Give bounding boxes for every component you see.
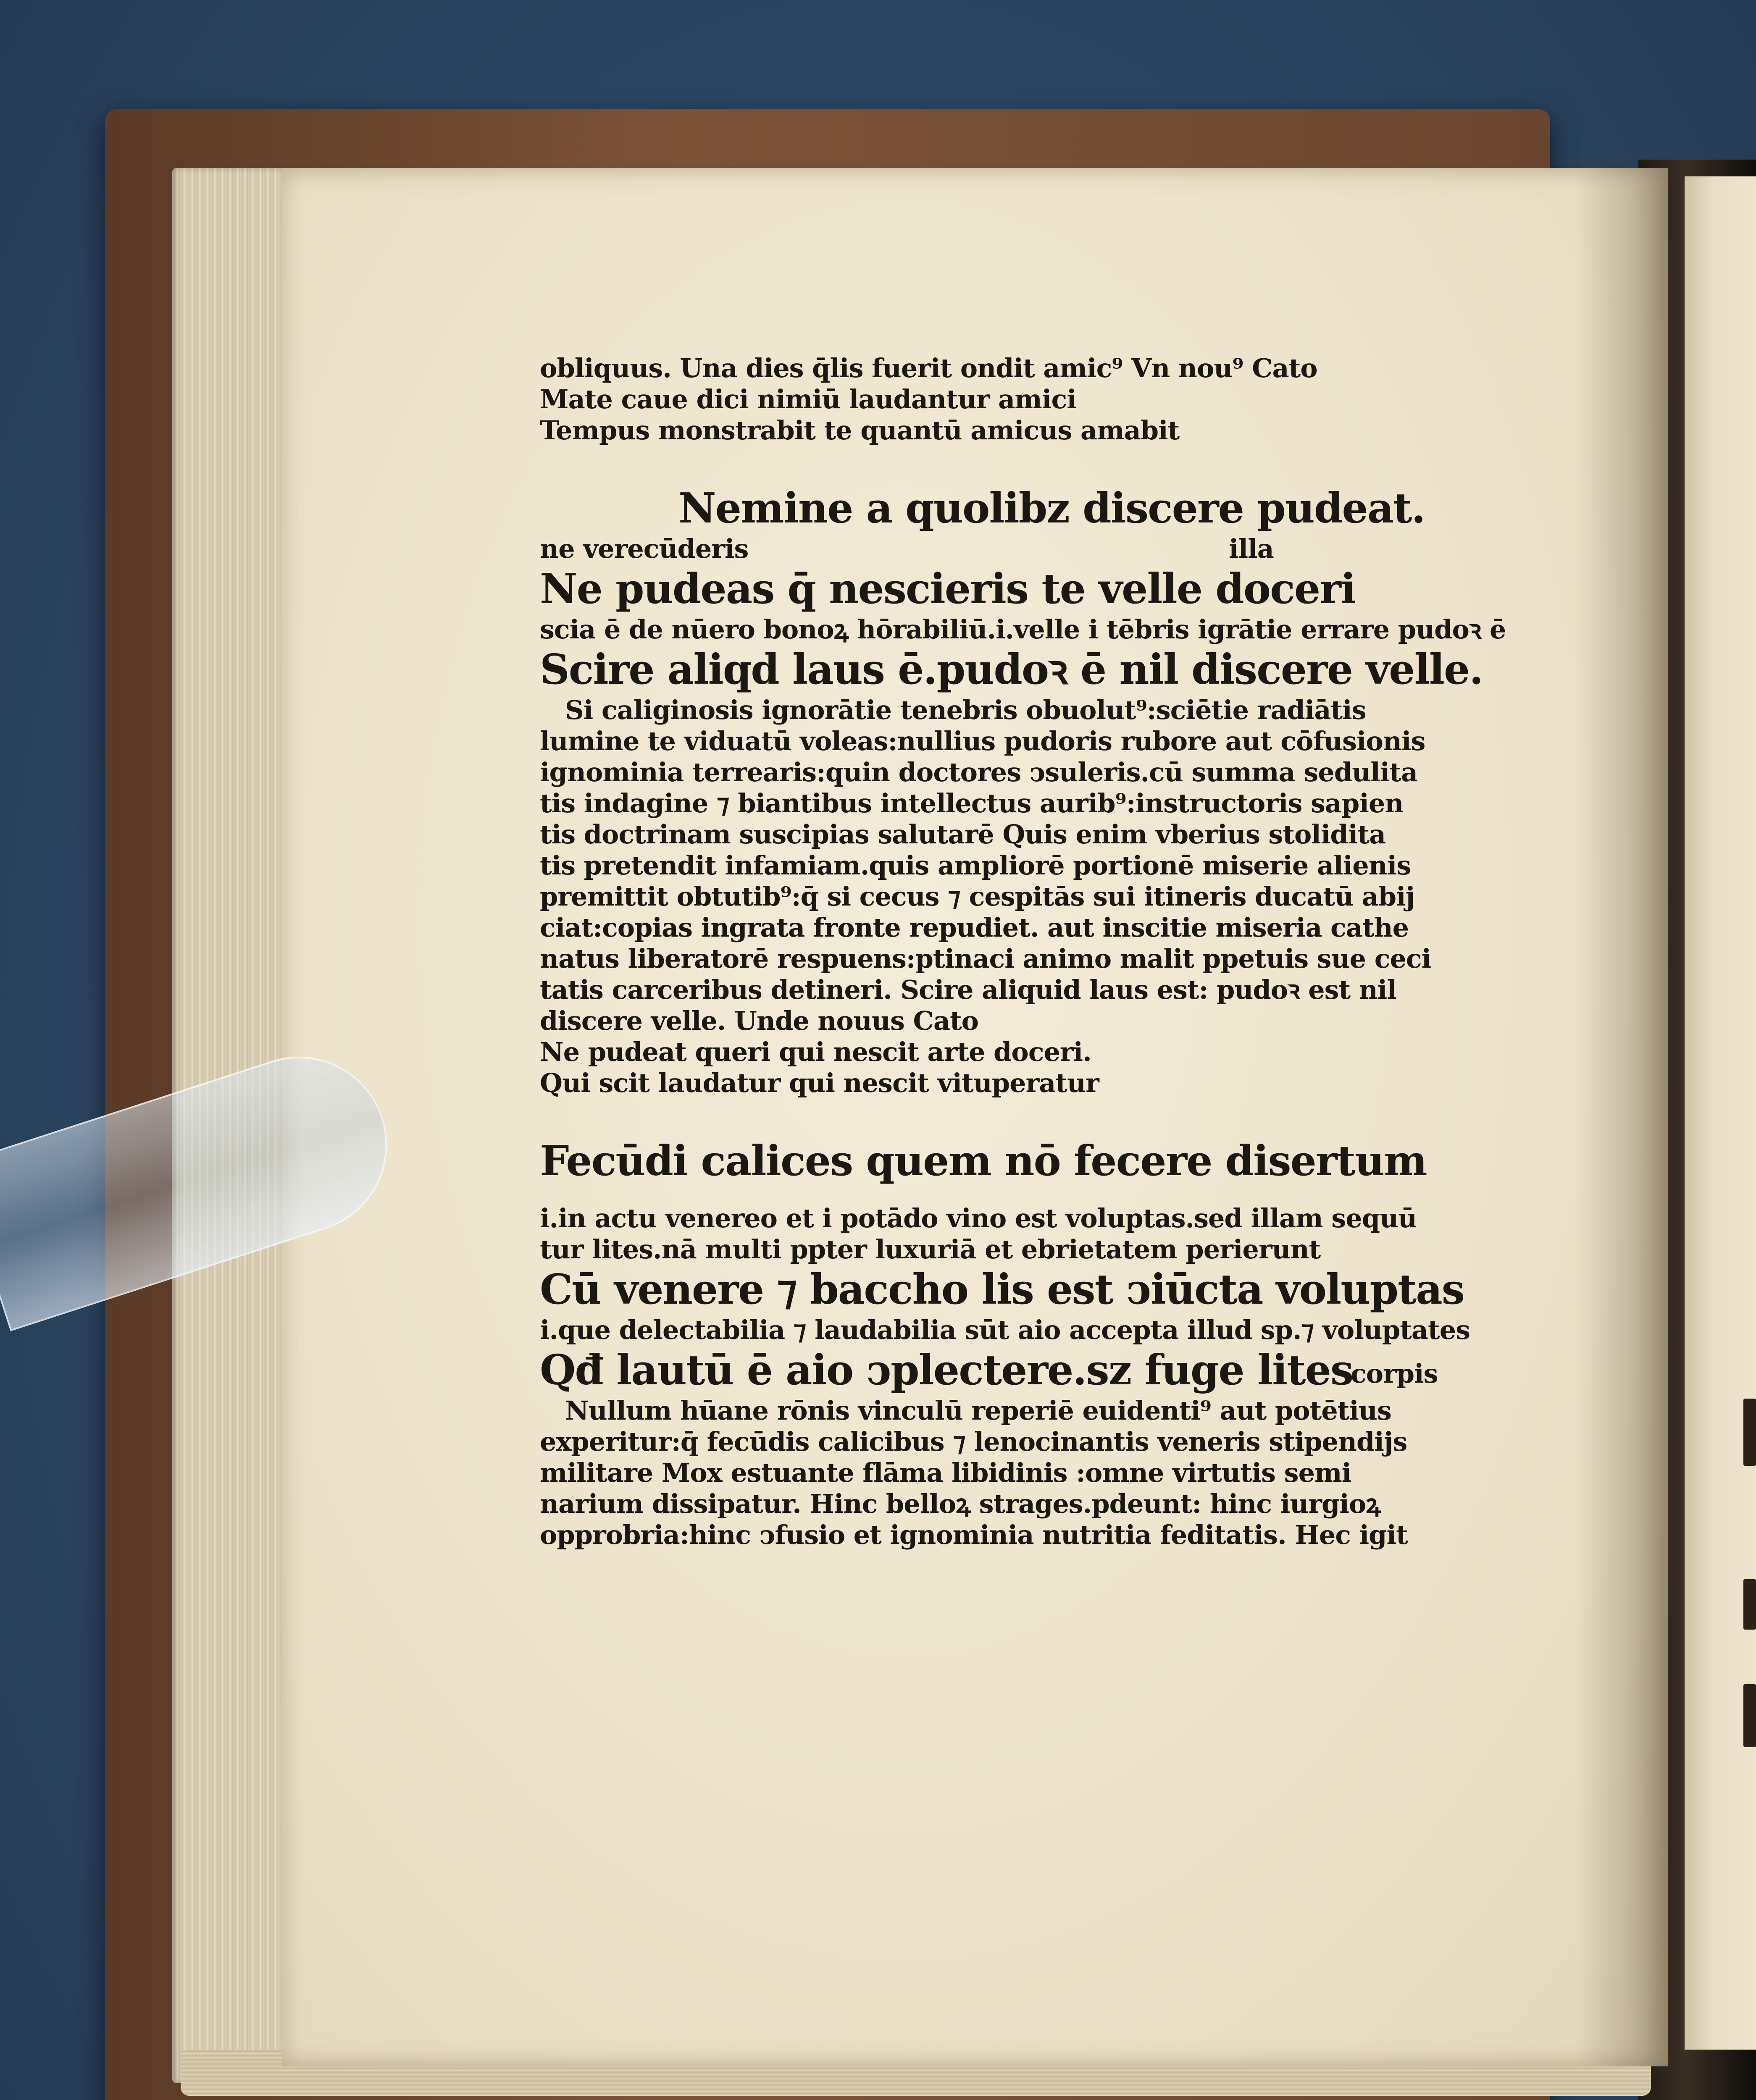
text-line: scia ē de nūero bonoꝝ hōrabiliū.i.velle i tēbris igrātie errare pudoꝛ ē: [540, 614, 1506, 645]
verse-line: Scire aliqd laus ē.pudoꝛ ē nil discere velle.: [540, 646, 1483, 694]
text-line: natus liberatorē respuens:ptinaci animo malit ppetuis sue ceci: [540, 943, 1431, 974]
text-line: ignominia terrearis:quin doctores ↄsuleris.cū summa sedulita: [540, 757, 1418, 788]
text-line: i.que delectabilia ⁊ laudabilia sūt aio accepta illud sp.⁊ voluptates: [540, 1315, 1470, 1345]
verse-line: Cū venere ⁊ baccho lis est ↄiūcta voluptas: [540, 1265, 1464, 1314]
text-line: Qui scit laudatur qui nescit vituperatur: [540, 1068, 1099, 1098]
gutter-shadow: [1575, 168, 1668, 2066]
verse-heading: Fecūdi calices quem nō fecere disertum: [540, 1137, 1427, 1185]
text-line: tis doctrinam suscipias salutarē Quis enim vberius stolidita: [540, 819, 1386, 850]
text-line: tis indagine ⁊ biantibus intellectus aurib⁹:instructoris sapien: [540, 788, 1404, 819]
text-line: corpis: [1351, 1358, 1438, 1389]
text-line: opprobria:hinc ↄfusio et ignominia nutritia feditatis. Hec igit: [540, 1520, 1408, 1550]
text-line: Mate caue dici nimiū laudantur amici: [540, 384, 1076, 415]
text-line: Tempus monstrabit te quantū amicus amabit: [540, 415, 1180, 446]
text-line: tis pretendit infamiam.quis ampliorē portionē miserie alienis: [540, 850, 1411, 881]
text-line: i.in actu venereo et i potādo vino est voluptas.sed illam sequū: [540, 1203, 1417, 1234]
facing-page-glyph: [1743, 1684, 1756, 1747]
text-line: discere velle. Unde nouus Cato: [540, 1005, 979, 1036]
verse-line-with-gloss: [540, 1346, 1464, 1395]
verse-line: Ne pudeas q̄ nescieris te velle doceri: [540, 565, 1356, 613]
text-line: tatis carceribus detineri. Scire aliquid laus est: pudoꝛ est nil: [540, 974, 1396, 1005]
text-line: ciat:copias ingrata fronte repudiet. aut inscitie miseria cathe: [540, 912, 1409, 943]
gloss-line: [540, 533, 1464, 564]
facing-page-glyph: [1743, 1579, 1756, 1630]
text-line: narium dissipatur. Hinc belloꝝ strages.pdeunt: hinc iurgioꝝ: [540, 1488, 1381, 1519]
text-line: obliquus. Una dies q̄lis fuerit ondit amic⁹ Vn nou⁹ Cato: [540, 353, 1317, 383]
text-line: experitur:q̄ fecūdis calicibus ⁊ lenocinantis veneris stipendijs: [540, 1426, 1407, 1457]
text-line: Ne pudeat queri qui nescit arte doceri.: [540, 1037, 1091, 1067]
text-line: illa: [1229, 533, 1274, 564]
page-text: [540, 353, 1506, 1551]
text-line: militare Mox estuante flāma libidinis :omne virtutis semi: [540, 1457, 1351, 1488]
text-line: tur lites.nā multi ppter luxuriā et ebrietatem perierunt: [540, 1234, 1321, 1265]
text-line: premittit obtutib⁹:q̄ si cecus ⁊ cespitās sui itineris ducatū abij: [540, 881, 1415, 912]
text-line: Nullum hūane rōnis vinculū reperiē euidenti⁹ aut potētius: [565, 1395, 1391, 1426]
verse-heading: Nemine a quolibz discere pudeat.: [678, 484, 1425, 533]
text-line: ne verecūderis: [540, 533, 749, 564]
facing-page-glyph: [1743, 1399, 1756, 1466]
text-line: lumine te viduatū voleas:nullius pudoris rubore aut cōfusionis: [540, 726, 1425, 756]
verse-line: Qđ lautū ē aio ↄplectere.sz fuge lites: [540, 1346, 1353, 1394]
facing-page-edge: [1685, 176, 1756, 2050]
text-line: Si caliginosis ignorātie tenebris obuolut⁹:sciētie radiātis: [565, 695, 1366, 725]
